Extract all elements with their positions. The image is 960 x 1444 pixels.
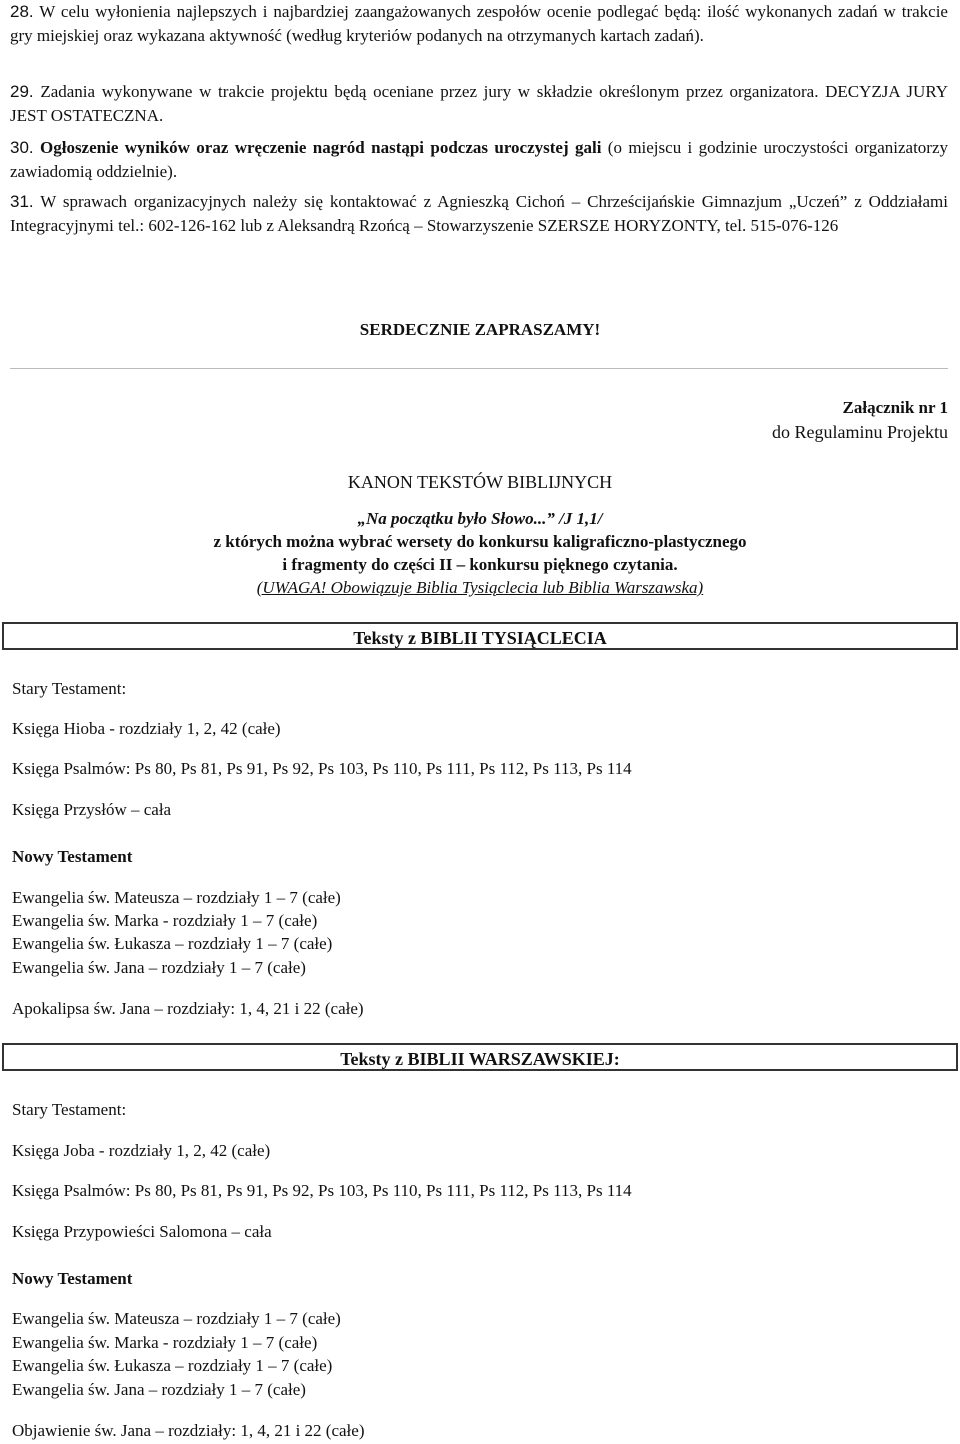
rule-28 bbox=[10, 0, 948, 48]
gospel-mark: Ewangelia św. Marka - rozdziały 1 – 7 (całe) bbox=[12, 911, 318, 930]
new-testament-label: Nowy Testament bbox=[12, 847, 133, 866]
rule-31 bbox=[10, 190, 948, 238]
canon-note: (UWAGA! Obowiązuje Biblia Tysiąclecia lub Biblia Warszawska) bbox=[256, 578, 704, 597]
annex-title: Załącznik nr 1 bbox=[842, 398, 948, 417]
section-title-tysiaclecia: Teksty z BIBLII TYSIĄCLECIA bbox=[353, 628, 607, 648]
gospel-luke: Ewangelia św. Łukasza – rozdziały 1 – 7 (całe) bbox=[12, 934, 333, 953]
book-proverbs: Księga Przypowieści Salomona – cała bbox=[12, 1222, 272, 1241]
gospel-matthew: Ewangelia św. Mateusza – rozdziały 1 – 7 (całe) bbox=[12, 1309, 341, 1328]
book-job: Księga Hioba - rozdziały 1, 2, 42 (całe) bbox=[12, 719, 281, 738]
rule-text: W sprawach organizacyjnych należy się kontaktować z Agnieszką Cichoń – Chrześcijańskie Gimnazjum „Uczeń” z Oddziałami Integracyjnymi tel.: 602-126-162 lub z Aleksandrą Rzońcą – Stowarzyszenie SZERSZE HORYZONTY, tel. 515-076-126 bbox=[10, 192, 948, 235]
invite-heading: SERDECZNIE ZAPRASZAMY! bbox=[359, 320, 601, 339]
rule-30 bbox=[10, 136, 948, 184]
canon-line-2: i fragmenty do części II – konkursu pięknego czytania. bbox=[282, 555, 678, 574]
section-title-warszawska: Teksty z BIBLII WARSZAWSKIEJ: bbox=[340, 1049, 620, 1069]
rule-number: 28. bbox=[10, 2, 34, 21]
rule-number: 31. bbox=[10, 192, 34, 211]
canon-title: KANON TEKSTÓW BIBLIJNYCH bbox=[347, 472, 613, 492]
canon-motto: „Na początku było Słowo...” /J 1,1/ bbox=[357, 509, 603, 528]
gospel-matthew: Ewangelia św. Mateusza – rozdziały 1 – 7 (całe) bbox=[12, 888, 341, 907]
rule-bold-text: Ogłoszenie wyników oraz wręczenie nagród nastąpi podczas uroczystej gali bbox=[40, 138, 602, 157]
gospel-john: Ewangelia św. Jana – rozdziały 1 – 7 (całe) bbox=[12, 958, 306, 977]
rule-text: W celu wyłonienia najlepszych i najbardziej zaangażowanych zespołów ocenie podlegać będą: ilość wykonanych zadań w trakcie gry miejskiej oraz wykazana aktywność (według kryteriów podanych na otrzymanych kartach zadań). bbox=[10, 2, 948, 45]
new-testament-label: Nowy Testament bbox=[12, 1269, 133, 1288]
book-psalms: Księga Psalmów: Ps 80, Ps 81, Ps 91, Ps 92, Ps 103, Ps 110, Ps 111, Ps 112, Ps 113, Ps 114 bbox=[12, 759, 632, 778]
book-psalms: Księga Psalmów: Ps 80, Ps 81, Ps 91, Ps 92, Ps 103, Ps 110, Ps 111, Ps 112, Ps 113, Ps 114 bbox=[12, 1181, 632, 1200]
annex-subtitle: do Regulaminu Projektu bbox=[772, 422, 948, 442]
divider bbox=[10, 368, 948, 369]
book-revelation: Apokalipsa św. Jana – rozdziały: 1, 4, 21 i 22 (całe) bbox=[12, 999, 364, 1018]
book-revelation: Objawienie św. Jana – rozdziały: 1, 4, 21 i 22 (całe) bbox=[12, 1421, 365, 1440]
canon-line-1: z których można wybrać wersety do konkursu kaligraficzno-plastycznego bbox=[213, 532, 747, 551]
old-testament-label: Stary Testament: bbox=[12, 679, 127, 698]
rule-number: 30. bbox=[10, 138, 34, 157]
rule-29 bbox=[10, 80, 948, 128]
rule-text: (o miejscu i godzinie uroczystości organizatorzy zawiadomią oddzielnie). bbox=[10, 138, 948, 181]
gospel-mark: Ewangelia św. Marka - rozdziały 1 – 7 (całe) bbox=[12, 1333, 318, 1352]
rule-number: 29. bbox=[10, 82, 34, 101]
book-proverbs: Księga Przysłów – cała bbox=[12, 800, 172, 819]
rule-text: Zadania wykonywane w trakcie projektu będą oceniane przez jury w składzie określonym przez organizatora. DECYZJA JURY JEST OSTATECZNA. bbox=[10, 82, 948, 125]
gospel-luke: Ewangelia św. Łukasza – rozdziały 1 – 7 (całe) bbox=[12, 1356, 333, 1375]
gospel-john: Ewangelia św. Jana – rozdziały 1 – 7 (całe) bbox=[12, 1380, 306, 1399]
old-testament-label: Stary Testament: bbox=[12, 1100, 127, 1119]
book-job: Księga Joba - rozdziały 1, 2, 42 (całe) bbox=[12, 1141, 271, 1160]
